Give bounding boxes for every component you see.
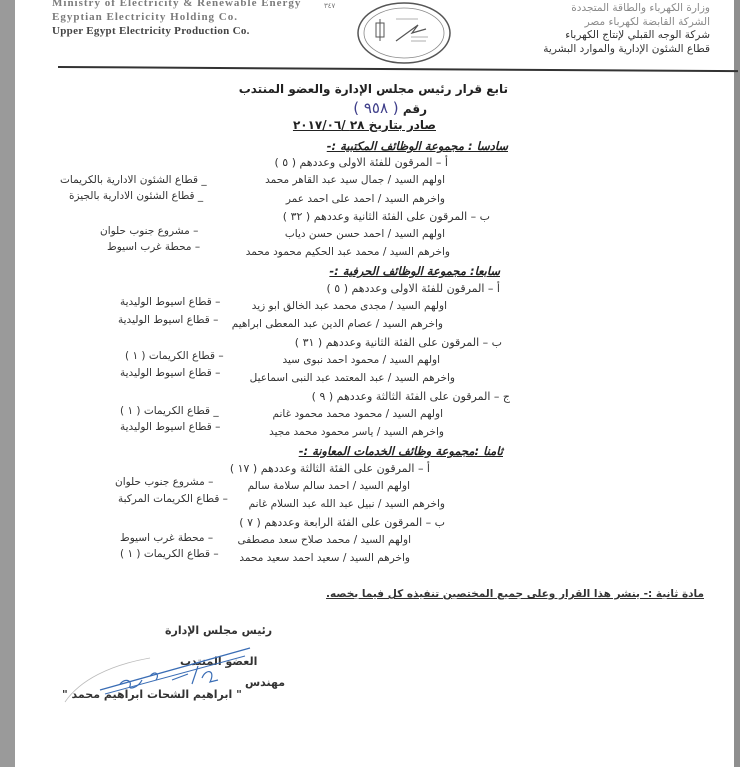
last-name: واخرهم السيد / محمد عبد الحكيم محمود محمد: [245, 246, 450, 258]
decision-number-label: رقم: [402, 102, 427, 116]
signature-name: " ابراهيم الشحات ابراهيم محمد ": [62, 688, 242, 701]
first-name: اولهم السيد / احمد حسن حسن دياب: [284, 228, 445, 240]
section-heading: ثامنا :مجموعة وظائف الخدمات المعاونة :-: [298, 444, 503, 458]
reference-number: ٣٤٧: [324, 2, 336, 10]
last-name: واخرهم السيد / نبيل عبد الله عبد السلام غانم: [248, 498, 445, 510]
first-name: اولهم السيد / محمد صلاح سعد مصطفى: [237, 534, 411, 546]
header-ar-holding: الشركة القابضة لكهرباء مصر: [584, 15, 710, 28]
first-unit: _ قطاع الكريمات ( ١ ): [120, 405, 219, 417]
decision-title: تابع قرار رئيس مجلس الإدارة والعضو المنتدب: [238, 82, 508, 96]
last-name: واخرهم السيد / ياسر محمود محمد مجيد: [269, 426, 444, 438]
section-heading: سادسا : مجموعة الوظائف المكتبية :-: [326, 139, 508, 153]
last-unit: – قطاع الكريمات ( ١ ): [120, 548, 219, 560]
last-unit: – قطاع اسيوط الوليدية: [118, 314, 219, 326]
first-unit: – مشروع جنوب حلوان: [115, 476, 214, 488]
category-label: أ – المرقون للفئة الاولى وعددهم ( ٥ ): [274, 156, 448, 169]
first-unit: _ قطاع الشئون الادارية بالكريمات: [60, 174, 207, 186]
header-ar-sector: قطاع الشئون الإدارية والموارد البشرية: [543, 42, 710, 55]
first-name: اولهم السيد / مجدى محمد عبد الخالق ابو زيد: [251, 300, 447, 312]
last-name: واخرهم السيد / سعيد احمد سعيد محمد: [239, 552, 410, 564]
category-label: أ – المرقون على الفئة الثالثة وعددهم ( ١٧ ): [229, 462, 430, 475]
last-unit: – قطاع اسيوط الوليدية: [120, 367, 221, 379]
header-english: [52, 0, 301, 38]
company-seal-icon: [356, 1, 452, 65]
header-en-ministry: Ministry of Electricity & Renewable Energy: [52, 0, 302, 9]
category-label: ب – المرقون على الفئة الثانية وعددهم ( ٣٢ ): [282, 210, 490, 223]
last-name: واخرهم السيد / احمد على احمد عمر: [285, 193, 445, 205]
category-label: ج – المرقون على الفئة الثالثة وعددهم ( ٩ ): [311, 390, 510, 403]
category-label: أ – المرقون للفئة الاولى وعددهم ( ٥ ): [326, 282, 500, 295]
scan-left-edge: [0, 0, 15, 767]
first-unit: – قطاع اسيوط الوليدية: [120, 296, 221, 308]
header-en-holding: Egyptian Electricity Holding Co.: [52, 11, 238, 23]
article-two: مادة ثانية :- ينشر هذا القرار وعلى جميع المختصين تنفيذه كل فيما يخصه.: [326, 588, 704, 600]
first-unit: – محطة غرب اسيوط: [120, 532, 214, 544]
first-name: اولهم السيد / جمال سيد عبد القاهر محمد: [265, 174, 445, 186]
last-unit: – قطاع اسيوط الوليدية: [120, 421, 221, 433]
section-heading: سابعا: مجموعة الوظائف الحرفية :-: [329, 264, 500, 278]
category-label: ب – المرقون على الفئة الثانية وعددهم ( ٣١ ): [294, 336, 502, 349]
first-unit: – قطاع الكريمات ( ١ ): [125, 350, 224, 362]
header-en-company: Upper Egypt Electricity Production Co.: [52, 25, 250, 37]
last-name: واخرهم السيد / عصام الدين عبد المعطى ابراهيم: [231, 318, 443, 330]
first-unit: – مشروع جنوب حلوان: [100, 225, 199, 237]
scan-right-edge: [734, 0, 740, 767]
header-arabic: [543, 2, 710, 56]
decision-number: [353, 99, 427, 117]
last-unit: _ قطاع الشئون الادارية بالجيزة: [69, 190, 204, 202]
first-name: اولهم السيد / محمود احمد نبوى سيد: [282, 354, 440, 366]
last-unit: – قطاع الكريمات المركبة: [118, 493, 228, 505]
handwritten-signature-icon: [60, 640, 260, 710]
signature-title: مهندس: [245, 676, 286, 689]
last-unit: – محطة غرب اسيوط: [107, 241, 201, 253]
last-name: واخرهم السيد / عبد المعتمد عبد النبى اسماعيل: [249, 372, 455, 384]
category-label: ب – المرقون على الفئة الرابعة وعددهم ( ٧ ): [239, 516, 445, 529]
header-ar-ministry: وزارة الكهرباء والطاقة المتجددة: [571, 2, 710, 14]
header-ar-company: شركة الوجه القبلي لإنتاج الكهرباء: [565, 29, 710, 41]
decision-number-value: ( ٩٥٨ ): [353, 99, 399, 117]
signature-managing-member: العضو المنتدب: [180, 655, 258, 668]
signature-chairman: رئيس مجلس الإدارة: [165, 624, 273, 637]
first-name: اولهم السيد / احمد سالم سلامة سالم: [247, 480, 410, 492]
first-name: اولهم السيد / محمود محمد محمود غانم: [272, 408, 443, 420]
decision-date: صادر بتاريخ ٢٨ /٢٠١٧/٠٦: [292, 118, 436, 132]
